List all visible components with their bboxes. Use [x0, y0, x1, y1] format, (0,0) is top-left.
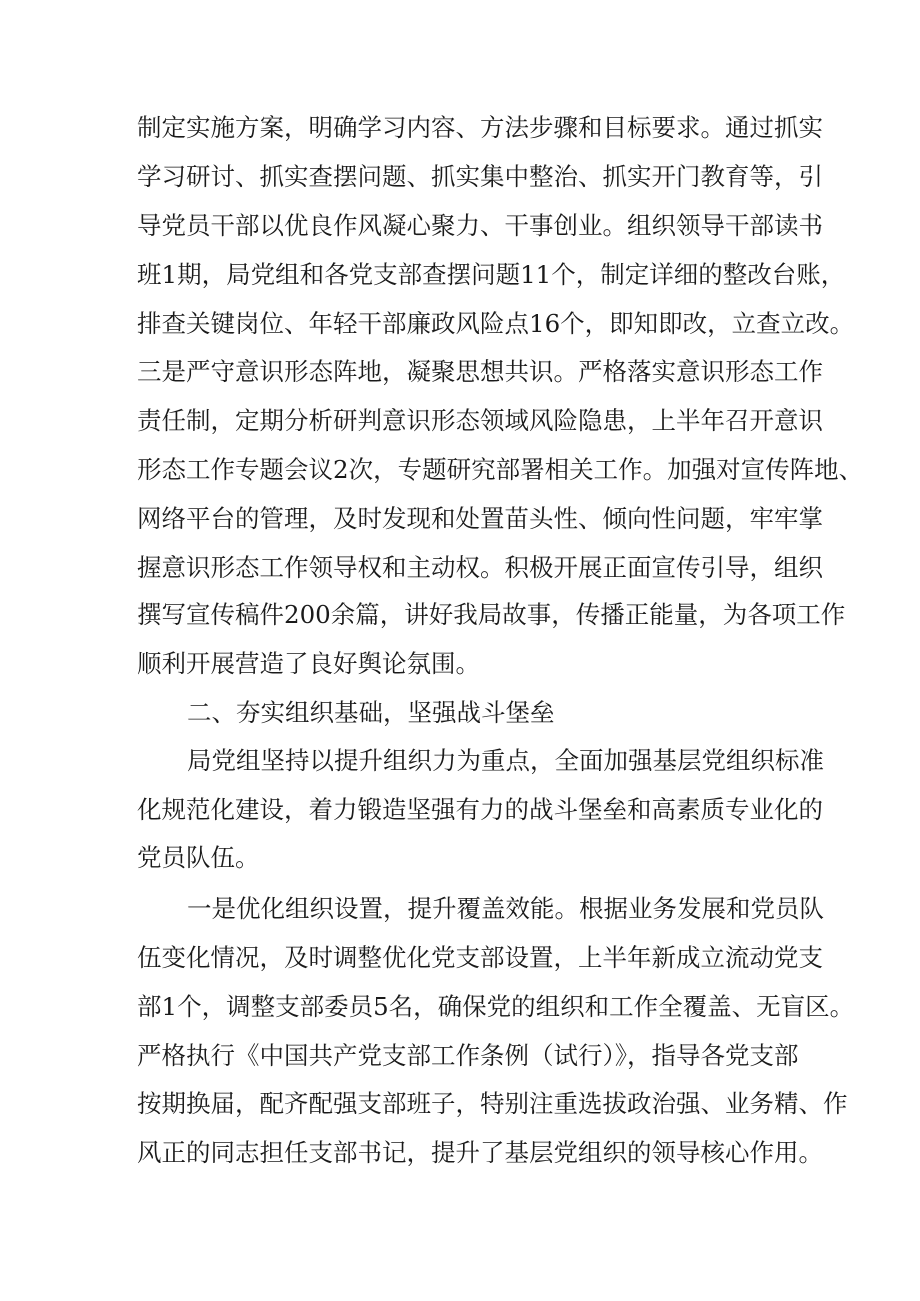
- text-line: 伍变化情况，及时调整优化党支部设置，上半年新成立流动党支: [137, 943, 823, 972]
- text-line: 制定实施方案，明确学习内容、方法步骤和目标要求。通过抓实: [137, 113, 823, 142]
- text-line: 班1期，局党组和各党支部查摆问题11个，制定详细的整改台账，: [137, 260, 846, 289]
- text-line: 责任制，定期分析研判意识形态领域风险隐患，上半年召开意识: [137, 406, 823, 435]
- text-line: 风正的同志担任支部书记，提升了基层党组织的领导核心作用。: [137, 1138, 823, 1167]
- text-line: 按期换届，配齐配强支部班子，特别注重选拔政治强、业务精、作: [137, 1089, 848, 1118]
- text-line: 顺利开展营造了良好舆论氛围。: [137, 649, 480, 678]
- text-line: 严格执行《中国共产党支部工作条例（试行）》，指导各党支部: [137, 1041, 799, 1070]
- section-heading: 二、夯实组织基础，坚强战斗堡垒: [187, 698, 555, 727]
- text-line: 排查关键岗位、年轻干部廉政风险点16个，即知即改，立查立改。: [137, 309, 855, 338]
- text-line: 网络平台的管理，及时发现和处置苗头性、倾向性问题，牢牢掌: [137, 504, 823, 533]
- paragraph-first-line: 一是优化组织设置，提升覆盖效能。根据业务发展和党员队: [187, 894, 824, 923]
- text-line: 党员队伍。: [137, 843, 260, 872]
- text-line: 握意识形态工作领导权和主动权。积极开展正面宣传引导，组织: [137, 553, 823, 582]
- text-line: 撰写宣传稿件200余篇，讲好我局故事，传播正能量，为各项工作: [137, 600, 846, 629]
- text-line: 形态工作专题会议2次，专题研究部署相关工作。加强对宣传阵地、: [137, 455, 864, 484]
- text-line: 化规范化建设，着力锻造坚强有力的战斗堡垒和高素质专业化的: [137, 795, 823, 824]
- text-line: 部1个，调整支部委员5名，确保党的组织和工作全覆盖、无盲区。: [137, 992, 855, 1021]
- text-line: 学习研讨、抓实查摆问题、抓实集中整治、抓实开门教育等，引: [137, 162, 823, 191]
- text-line: 导党员干部以优良作风凝心聚力、干事创业。组织领导干部读书: [137, 211, 823, 240]
- text-line: 三是严守意识形态阵地，凝聚思想共识。严格落实意识形态工作: [137, 357, 823, 386]
- paragraph-first-line: 局党组坚持以提升组织力为重点，全面加强基层党组织标准: [187, 746, 824, 775]
